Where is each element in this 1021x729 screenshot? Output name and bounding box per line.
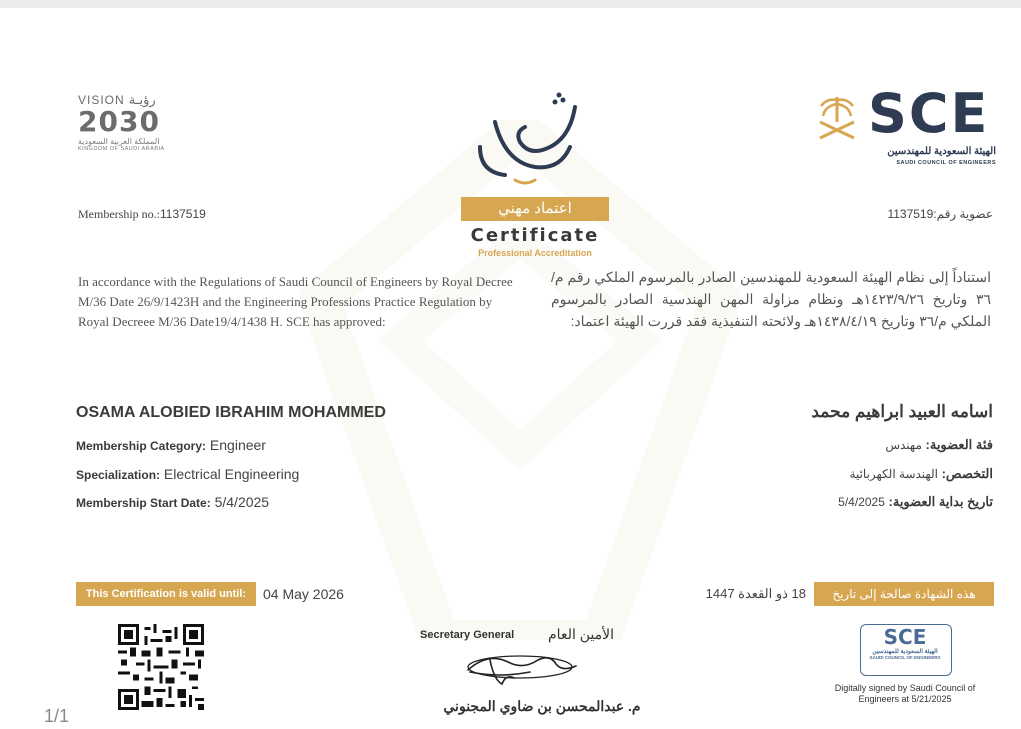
vision-label: VISION (78, 93, 125, 107)
top-margin-bar (0, 0, 1021, 8)
detail-value: Electrical Engineering (163, 466, 300, 482)
membership-start-ar (838, 494, 993, 510)
signature-image (460, 640, 590, 690)
stamp-name-ar: الهيئة السعودية للمهندسين (872, 649, 938, 655)
palm-swords-icon (812, 92, 862, 142)
certificate-subtitle: Professional Accreditation (478, 248, 592, 258)
vision-label-ar: رؤيـة (128, 92, 156, 107)
detail-label-ar: فئة العضوية: (925, 437, 993, 452)
membership-label-ar: عضوية رقم: (933, 207, 993, 221)
validity-label-en: This Certification is valid until: (76, 582, 256, 606)
vision-year: 2030 (78, 105, 160, 138)
detail-value-ar: 5/4/2025 (838, 495, 885, 509)
membership-number-value: 1137519 (160, 207, 206, 221)
membership-start-en (76, 494, 269, 510)
specialization-ar (850, 466, 993, 482)
detail-label-ar: التخصص: (941, 466, 993, 481)
detail-label-ar: تاريخ بداية العضوية: (888, 494, 993, 509)
detail-label: Membership Category: (76, 439, 207, 453)
page-number: 1/1 (44, 706, 70, 726)
stamp-abbr: SCE (883, 625, 927, 649)
detail-value: Engineer (209, 437, 266, 453)
certificate-calligraphy-title (455, 92, 605, 192)
signer-name: م. عبدالمحسن بن ضاوي المجنوني (443, 698, 641, 714)
membership-number-en (78, 207, 206, 222)
validity-date-ar: 18 ذو القعدة 1447 (705, 586, 806, 601)
certificate-title: Certificate (470, 225, 600, 246)
validity-label-ar: هذه الشهادة صالحة إلى تاريخ (814, 582, 994, 606)
secretary-general-title-ar: الأمين العام (548, 626, 614, 642)
specialization-en (76, 466, 299, 482)
vision-country-en: KINGDOM OF SAUDI ARABIA (78, 146, 165, 152)
digital-signature-note: Digitally signed by Saudi Council of Engineers at 5/21/2025 (834, 683, 976, 704)
membership-category-en (76, 437, 266, 453)
sce-name-en: SAUDI COUNCIL OF ENGINEERS (896, 160, 996, 166)
holder-name-ar: اسامه العبيد ابراهيم محمد (811, 402, 993, 421)
detail-value-ar: الهندسة الكهربائية (849, 467, 938, 481)
sce-name-ar: الهيئة السعودية للمهندسين (887, 146, 996, 157)
digital-stamp (862, 626, 948, 660)
membership-category-ar (885, 437, 993, 453)
secretary-general-title-en: Secretary General (420, 629, 515, 641)
membership-number-value-ar: 1137519 (887, 207, 934, 221)
validity-date-en: 04 May 2026 (263, 586, 344, 602)
detail-value-ar: مهندس (885, 438, 922, 452)
accreditation-ar-banner: اعتماد مهني (461, 197, 609, 221)
qr-code[interactable] (118, 624, 204, 710)
vision-country-ar: المملكة العربية السعودية (78, 137, 160, 146)
membership-number-ar (887, 207, 993, 221)
calligraphy-mark (455, 92, 605, 192)
intro-paragraph-ar: استناداً إلى نظام الهيئة السعودية للمهندسين الصادر بالمرسوم الملكي رقم م/٣٦ وتاريخ ١٤٢٣/٩/٢٦هـ ونظام مزاولة المهن الهندسية الصادر بالمرسوم الملكي م/٣٦ وتاريخ ١٤٣٨/٤/١٩هـ ولائحته التنفيذية فقد قررت الهيئة اعتماد: (551, 269, 991, 329)
stamp-name-en: SAUDI COUNCIL OF ENGINEERS (869, 655, 941, 660)
sce-logo-text: SCE (868, 82, 990, 145)
intro-paragraph-en: In accordance with the Regulations of Saudi Council of Engineers by Royal Decree M/36 Date 26/9/1423H and the Engineering Professions Practice Regulation by Royal Decreee M/36 Date19/4/1438 H. SCE has approved: (78, 274, 513, 329)
detail-label: Specialization: (76, 468, 161, 482)
vision-2030-logo (78, 92, 188, 162)
detail-value: 5/4/2025 (214, 494, 270, 510)
holder-name-en: OSAMA ALOBIED IBRAHIM MOHAMMED (76, 404, 386, 421)
membership-label-en: Membership no.: (78, 207, 160, 221)
detail-label: Membership Start Date: (76, 496, 211, 510)
